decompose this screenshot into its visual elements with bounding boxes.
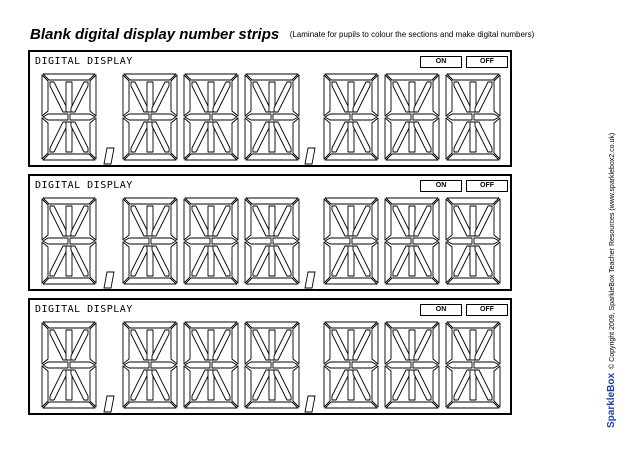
seg-top — [386, 322, 438, 328]
seg-lower-right — [171, 118, 177, 159]
seg-lower-right — [433, 118, 439, 159]
off-button[interactable]: OFF — [466, 180, 508, 192]
seg-diag-ul — [192, 330, 209, 360]
seg-diag-ul — [253, 206, 270, 236]
seg-lower-right — [494, 366, 500, 407]
seg-diag-ul — [253, 82, 270, 112]
seg-mid-right — [413, 362, 438, 368]
seg-upper-left — [123, 75, 129, 116]
seg-bottom — [185, 154, 237, 160]
copyright-text: © Copyright 2009, SparkleBox Teacher Resources (www.sparklebox2.co.uk) — [609, 132, 616, 369]
seg-diag-lr — [71, 370, 88, 400]
seg-diag-lr — [152, 122, 169, 152]
seg-upper-left — [42, 323, 48, 364]
seg-diag-ur — [213, 206, 230, 236]
seg-top — [124, 322, 176, 328]
seg-upper-right — [90, 323, 96, 364]
seg-mid-right — [273, 114, 298, 120]
seg-diag-ur — [71, 330, 88, 360]
seg-lower-left — [123, 366, 129, 407]
digit-cell — [321, 195, 381, 287]
digit-cell — [39, 319, 99, 411]
seg-upper-right — [293, 199, 299, 240]
seg-bottom — [386, 278, 438, 284]
seg-diag-ur — [274, 206, 291, 236]
seg-mid-left — [124, 238, 149, 244]
seg-mid-left — [246, 362, 271, 368]
seg-mid-right — [151, 362, 176, 368]
seg-bottom — [124, 402, 176, 408]
seg-mid-right — [413, 114, 438, 120]
seg-mid-right — [474, 114, 499, 120]
decimal-comma — [304, 395, 316, 413]
digit-cell — [181, 71, 241, 163]
seg-upper-left — [42, 75, 48, 116]
seg-mid-right — [352, 114, 377, 120]
seg-diag-ul — [192, 82, 209, 112]
seg-upper-left — [184, 75, 190, 116]
seg-diag-ll — [50, 370, 67, 400]
seg-upper-left — [446, 323, 452, 364]
seg-mid-left — [447, 362, 472, 368]
seg-lower-left — [385, 118, 391, 159]
seg-diag-ur — [414, 206, 431, 236]
seg-upper-left — [123, 323, 129, 364]
seg-upper-right — [494, 199, 500, 240]
seg-diag-ur — [71, 82, 88, 112]
copyright-line — [606, 133, 617, 428]
display-strip-1 — [28, 50, 512, 167]
seg-diag-ll — [332, 246, 349, 276]
seg-diag-ll — [131, 370, 148, 400]
seg-diag-ur — [475, 82, 492, 112]
seg-diag-ll — [50, 122, 67, 152]
seg-mid-left — [325, 238, 350, 244]
seg-upper-right — [90, 199, 96, 240]
seg-diag-lr — [414, 370, 431, 400]
digit-cell — [39, 71, 99, 163]
seg-mid-left — [185, 114, 210, 120]
seg-diag-lr — [475, 370, 492, 400]
seg-diag-ul — [454, 82, 471, 112]
seg-bottom — [246, 278, 298, 284]
seg-diag-ll — [332, 122, 349, 152]
seg-upper-left — [385, 75, 391, 116]
seg-lower-right — [433, 242, 439, 283]
seg-upper-right — [171, 323, 177, 364]
seg-top — [43, 322, 95, 328]
seg-upper-right — [232, 199, 238, 240]
seg-mid-left — [185, 238, 210, 244]
seg-mid-left — [124, 114, 149, 120]
digit-cell — [181, 319, 241, 411]
seg-lower-left — [42, 118, 48, 159]
seg-top — [386, 198, 438, 204]
seg-diag-ur — [213, 330, 230, 360]
seg-diag-ll — [393, 122, 410, 152]
seg-top — [246, 322, 298, 328]
seg-diag-lr — [414, 246, 431, 276]
seg-upper-right — [372, 323, 378, 364]
seg-mid-right — [352, 362, 377, 368]
seg-mid-right — [212, 238, 237, 244]
seg-mid-right — [70, 238, 95, 244]
seg-lower-right — [433, 366, 439, 407]
seg-mid-right — [474, 362, 499, 368]
seg-diag-lr — [152, 246, 169, 276]
seg-lower-left — [42, 242, 48, 283]
digit-cell — [120, 195, 180, 287]
seg-diag-ul — [332, 206, 349, 236]
seg-upper-left — [324, 199, 330, 240]
seg-top — [246, 198, 298, 204]
digit-cell — [120, 71, 180, 163]
seg-diag-ll — [253, 122, 270, 152]
seg-lower-left — [123, 242, 129, 283]
seg-diag-ul — [131, 206, 148, 236]
seg-diag-ll — [454, 122, 471, 152]
decimal-comma — [304, 271, 316, 289]
seg-mid-left — [185, 362, 210, 368]
seg-upper-left — [446, 75, 452, 116]
off-button[interactable]: OFF — [466, 56, 508, 68]
seg-mid-right — [273, 238, 298, 244]
seg-top — [185, 74, 237, 80]
seg-diag-lr — [353, 122, 370, 152]
seg-diag-ul — [454, 206, 471, 236]
strip-label: DIGITAL DISPLAY — [35, 304, 133, 315]
digit-cell — [39, 195, 99, 287]
seg-lower-left — [446, 242, 452, 283]
seg-mid-right — [212, 362, 237, 368]
seg-upper-left — [446, 199, 452, 240]
seg-lower-right — [494, 118, 500, 159]
seg-mid-left — [43, 114, 68, 120]
seg-diag-ul — [393, 330, 410, 360]
seg-mid-right — [70, 362, 95, 368]
seg-upper-right — [433, 323, 439, 364]
seg-mid-right — [70, 114, 95, 120]
seg-diag-ur — [152, 330, 169, 360]
seg-bottom — [43, 154, 95, 160]
digit-cell — [181, 195, 241, 287]
seg-lower-left — [42, 366, 48, 407]
seg-lower-left — [245, 118, 251, 159]
seg-mid-left — [43, 362, 68, 368]
seg-upper-right — [433, 75, 439, 116]
seg-lower-left — [123, 118, 129, 159]
seg-lower-left — [446, 118, 452, 159]
seg-upper-right — [293, 323, 299, 364]
seg-top — [447, 322, 499, 328]
strip-label: DIGITAL DISPLAY — [35, 56, 133, 67]
seg-diag-ll — [131, 246, 148, 276]
seg-upper-left — [245, 323, 251, 364]
seg-bottom — [185, 278, 237, 284]
seg-mid-right — [212, 114, 237, 120]
seg-diag-ul — [253, 330, 270, 360]
seg-diag-ur — [274, 82, 291, 112]
seg-bottom — [246, 154, 298, 160]
seg-mid-left — [325, 362, 350, 368]
seg-upper-right — [232, 323, 238, 364]
seg-upper-left — [245, 75, 251, 116]
seg-bottom — [246, 402, 298, 408]
seg-lower-right — [372, 242, 378, 283]
seg-lower-right — [90, 118, 96, 159]
seg-lower-right — [494, 242, 500, 283]
seg-upper-left — [245, 199, 251, 240]
seg-bottom — [325, 154, 377, 160]
page-subtitle: (Laminate for pupils to colour the sections and make digital numbers) — [289, 30, 535, 39]
on-button[interactable]: ON — [420, 180, 462, 192]
seg-lower-left — [184, 118, 190, 159]
seg-upper-left — [123, 199, 129, 240]
seg-diag-ur — [213, 82, 230, 112]
seg-bottom — [43, 278, 95, 284]
seg-top — [43, 74, 95, 80]
seg-diag-ur — [475, 330, 492, 360]
on-button[interactable]: ON — [420, 56, 462, 68]
seg-top — [325, 322, 377, 328]
seg-top — [185, 198, 237, 204]
seg-bottom — [447, 154, 499, 160]
seg-upper-right — [372, 199, 378, 240]
digit-cell — [321, 71, 381, 163]
seg-diag-ll — [131, 122, 148, 152]
decimal-comma — [304, 147, 316, 165]
seg-upper-right — [171, 75, 177, 116]
seg-top — [447, 74, 499, 80]
seg-top — [185, 322, 237, 328]
seg-lower-left — [385, 242, 391, 283]
seg-bottom — [325, 278, 377, 284]
seg-upper-right — [232, 75, 238, 116]
page-header — [30, 26, 570, 46]
digit-cell — [382, 319, 442, 411]
seg-upper-left — [385, 199, 391, 240]
seg-diag-lr — [213, 370, 230, 400]
seg-lower-right — [372, 366, 378, 407]
seg-diag-lr — [414, 122, 431, 152]
seg-mid-left — [43, 238, 68, 244]
seg-bottom — [325, 402, 377, 408]
seg-top — [447, 198, 499, 204]
seg-diag-ul — [50, 206, 67, 236]
seg-lower-left — [385, 366, 391, 407]
seg-diag-ur — [152, 82, 169, 112]
decimal-comma — [103, 271, 115, 289]
seg-diag-ur — [475, 206, 492, 236]
seg-diag-ll — [50, 246, 67, 276]
seg-top — [43, 198, 95, 204]
seg-mid-left — [386, 114, 411, 120]
seg-upper-right — [433, 199, 439, 240]
seg-diag-ll — [192, 122, 209, 152]
seg-diag-ul — [393, 206, 410, 236]
seg-diag-lr — [274, 246, 291, 276]
seg-bottom — [124, 154, 176, 160]
seg-diag-lr — [353, 246, 370, 276]
seg-diag-ul — [454, 330, 471, 360]
seg-upper-right — [494, 75, 500, 116]
seg-lower-left — [324, 366, 330, 407]
seg-bottom — [386, 154, 438, 160]
seg-lower-right — [90, 242, 96, 283]
seg-top — [386, 74, 438, 80]
seg-lower-right — [232, 366, 238, 407]
digit-cell — [242, 195, 302, 287]
seg-lower-right — [171, 366, 177, 407]
seg-top — [124, 198, 176, 204]
copyright-sidebar — [584, 98, 628, 428]
seg-bottom — [124, 278, 176, 284]
seg-upper-right — [90, 75, 96, 116]
seg-upper-left — [184, 323, 190, 364]
seg-diag-ur — [274, 330, 291, 360]
seg-mid-left — [386, 362, 411, 368]
seg-diag-ur — [152, 206, 169, 236]
seg-mid-right — [151, 238, 176, 244]
seg-diag-ll — [332, 370, 349, 400]
seg-mid-left — [447, 114, 472, 120]
seg-upper-left — [42, 199, 48, 240]
seg-mid-right — [273, 362, 298, 368]
off-button[interactable]: OFF — [466, 304, 508, 316]
seg-mid-left — [246, 238, 271, 244]
seg-upper-right — [494, 323, 500, 364]
display-strip-3 — [28, 298, 512, 415]
seg-upper-right — [372, 75, 378, 116]
seg-diag-lr — [71, 246, 88, 276]
seg-diag-ll — [192, 370, 209, 400]
seg-diag-lr — [213, 246, 230, 276]
seg-diag-ur — [353, 330, 370, 360]
seg-mid-right — [352, 238, 377, 244]
decimal-comma — [103, 147, 115, 165]
seg-lower-left — [324, 242, 330, 283]
seg-bottom — [447, 278, 499, 284]
seg-diag-lr — [475, 122, 492, 152]
seg-diag-lr — [152, 370, 169, 400]
seg-diag-ul — [50, 330, 67, 360]
seg-diag-ul — [131, 82, 148, 112]
seg-top — [325, 198, 377, 204]
digit-cell — [242, 71, 302, 163]
seg-mid-left — [124, 362, 149, 368]
seg-diag-ur — [414, 82, 431, 112]
seg-bottom — [386, 402, 438, 408]
seg-lower-right — [232, 242, 238, 283]
seg-mid-right — [413, 238, 438, 244]
seg-upper-left — [324, 323, 330, 364]
seg-diag-ll — [454, 370, 471, 400]
seg-lower-right — [90, 366, 96, 407]
seg-mid-left — [447, 238, 472, 244]
seg-diag-lr — [71, 122, 88, 152]
seg-diag-ul — [393, 82, 410, 112]
seg-bottom — [185, 402, 237, 408]
seg-diag-ll — [454, 246, 471, 276]
display-strip-2 — [28, 174, 512, 291]
seg-mid-left — [386, 238, 411, 244]
seg-diag-ur — [353, 206, 370, 236]
on-button[interactable]: ON — [420, 304, 462, 316]
seg-diag-ll — [393, 370, 410, 400]
seg-diag-lr — [475, 246, 492, 276]
seg-mid-right — [474, 238, 499, 244]
seg-mid-left — [246, 114, 271, 120]
seg-lower-right — [232, 118, 238, 159]
seg-diag-ul — [131, 330, 148, 360]
seg-lower-left — [184, 366, 190, 407]
digit-cell — [443, 195, 503, 287]
decimal-comma — [103, 395, 115, 413]
seg-diag-ll — [393, 246, 410, 276]
seg-diag-ul — [332, 82, 349, 112]
page-title: Blank digital display number strips — [30, 26, 280, 43]
seg-lower-right — [293, 242, 299, 283]
digit-cell — [382, 71, 442, 163]
seg-diag-ll — [253, 370, 270, 400]
seg-mid-right — [151, 114, 176, 120]
seg-diag-ul — [192, 206, 209, 236]
seg-diag-ll — [253, 246, 270, 276]
seg-diag-ur — [71, 206, 88, 236]
seg-upper-right — [171, 199, 177, 240]
seg-upper-left — [184, 199, 190, 240]
seg-diag-ur — [353, 82, 370, 112]
seg-bottom — [447, 402, 499, 408]
seg-top — [124, 74, 176, 80]
seg-diag-lr — [274, 122, 291, 152]
seg-mid-left — [325, 114, 350, 120]
seg-lower-right — [293, 366, 299, 407]
digit-cell — [443, 71, 503, 163]
seg-top — [246, 74, 298, 80]
seg-lower-right — [372, 118, 378, 159]
seg-diag-lr — [274, 370, 291, 400]
seg-lower-right — [293, 118, 299, 159]
seg-upper-left — [324, 75, 330, 116]
seg-diag-lr — [353, 370, 370, 400]
digit-cell — [443, 319, 503, 411]
seg-diag-ur — [414, 330, 431, 360]
seg-bottom — [43, 402, 95, 408]
seg-lower-left — [245, 242, 251, 283]
seg-lower-right — [171, 242, 177, 283]
digit-cell — [382, 195, 442, 287]
seg-diag-ll — [192, 246, 209, 276]
seg-lower-left — [184, 242, 190, 283]
seg-lower-left — [446, 366, 452, 407]
seg-lower-left — [324, 118, 330, 159]
seg-diag-ul — [332, 330, 349, 360]
seg-diag-lr — [213, 122, 230, 152]
seg-upper-left — [385, 323, 391, 364]
seg-diag-ul — [50, 82, 67, 112]
digit-cell — [120, 319, 180, 411]
digit-cell — [321, 319, 381, 411]
seg-upper-right — [293, 75, 299, 116]
strip-label: DIGITAL DISPLAY — [35, 180, 133, 191]
seg-top — [325, 74, 377, 80]
brand-logo: SparkleBox — [606, 372, 617, 428]
seg-lower-left — [245, 366, 251, 407]
digit-cell — [242, 319, 302, 411]
